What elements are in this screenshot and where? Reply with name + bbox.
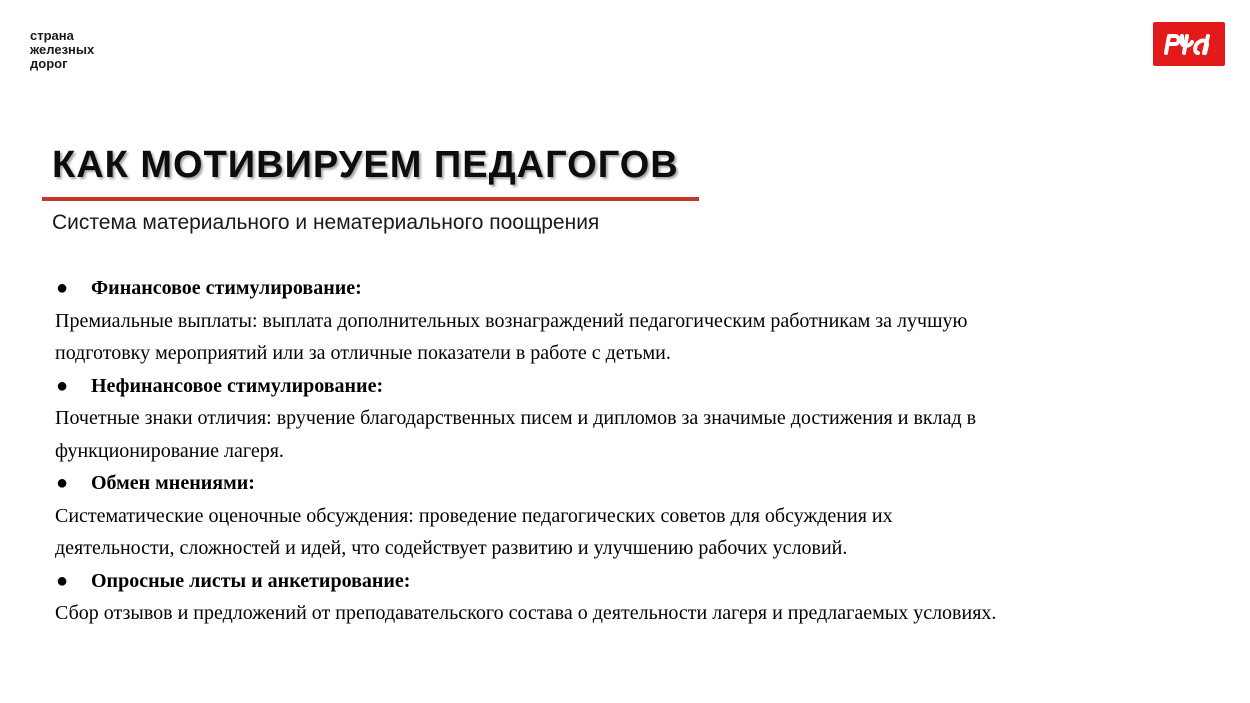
section-financial (55, 272, 1215, 370)
bullet-icon: ● (56, 374, 69, 397)
bullet-icon: ● (56, 277, 69, 299)
section-text-line: деятельности, сложностей и идей, что содействует развитию и улучшению рабочих условий. (55, 537, 848, 559)
section-opinion-exchange (55, 467, 1215, 565)
brand-wordmark (30, 29, 94, 71)
section-text-line: Премиальные выплаты: выплата дополнительных вознаграждений педагогическим работникам за лучшую (55, 309, 968, 332)
section-heading-text: Нефинансовое стимулирование: (91, 374, 384, 397)
section-text-line: Систематические оценочные обсуждения: проведение педагогических советов для обсуждения их (55, 504, 893, 527)
rzd-logo (1153, 22, 1225, 66)
section-non-financial (55, 370, 1215, 468)
page-subtitle: Система материального и нематериального поощрения (52, 211, 600, 234)
section-text-line: подготовку мероприятий или за отличные показатели в работе с детьми. (55, 342, 671, 364)
bullet-icon: ● (56, 569, 69, 592)
section-heading (55, 467, 1215, 500)
section-heading (55, 272, 1215, 305)
content-list (55, 272, 1215, 630)
section-heading-text: Опросные листы и анкетирование: (91, 569, 411, 592)
section-text-line: функционирование лагеря. (55, 439, 284, 462)
section-heading-text: Обмен мнениями: (91, 472, 255, 494)
page-title: КАК МОТИВИРУЕМ ПЕДАГОГОВ (52, 144, 679, 186)
brand-line-1: страна (30, 28, 74, 43)
section-heading (55, 370, 1215, 403)
bullet-icon: ● (56, 472, 69, 494)
section-heading-text: Финансовое стимулирование: (91, 277, 362, 299)
brand-line-3: дорог (30, 56, 68, 71)
section-text-line: Почетные знаки отличия: вручение благодарственных писем и дипломов за значимые достижения и вклад в (55, 407, 977, 429)
section-text-line: Сбор отзывов и предложений от преподавательского состава о деятельности лагеря и предлагаемых условиях. (55, 602, 997, 624)
section-surveys (55, 565, 1215, 630)
rzd-logo-icon (1160, 31, 1218, 57)
title-underline (42, 197, 699, 201)
section-heading (55, 565, 1215, 598)
brand-line-2: железных (30, 42, 95, 57)
